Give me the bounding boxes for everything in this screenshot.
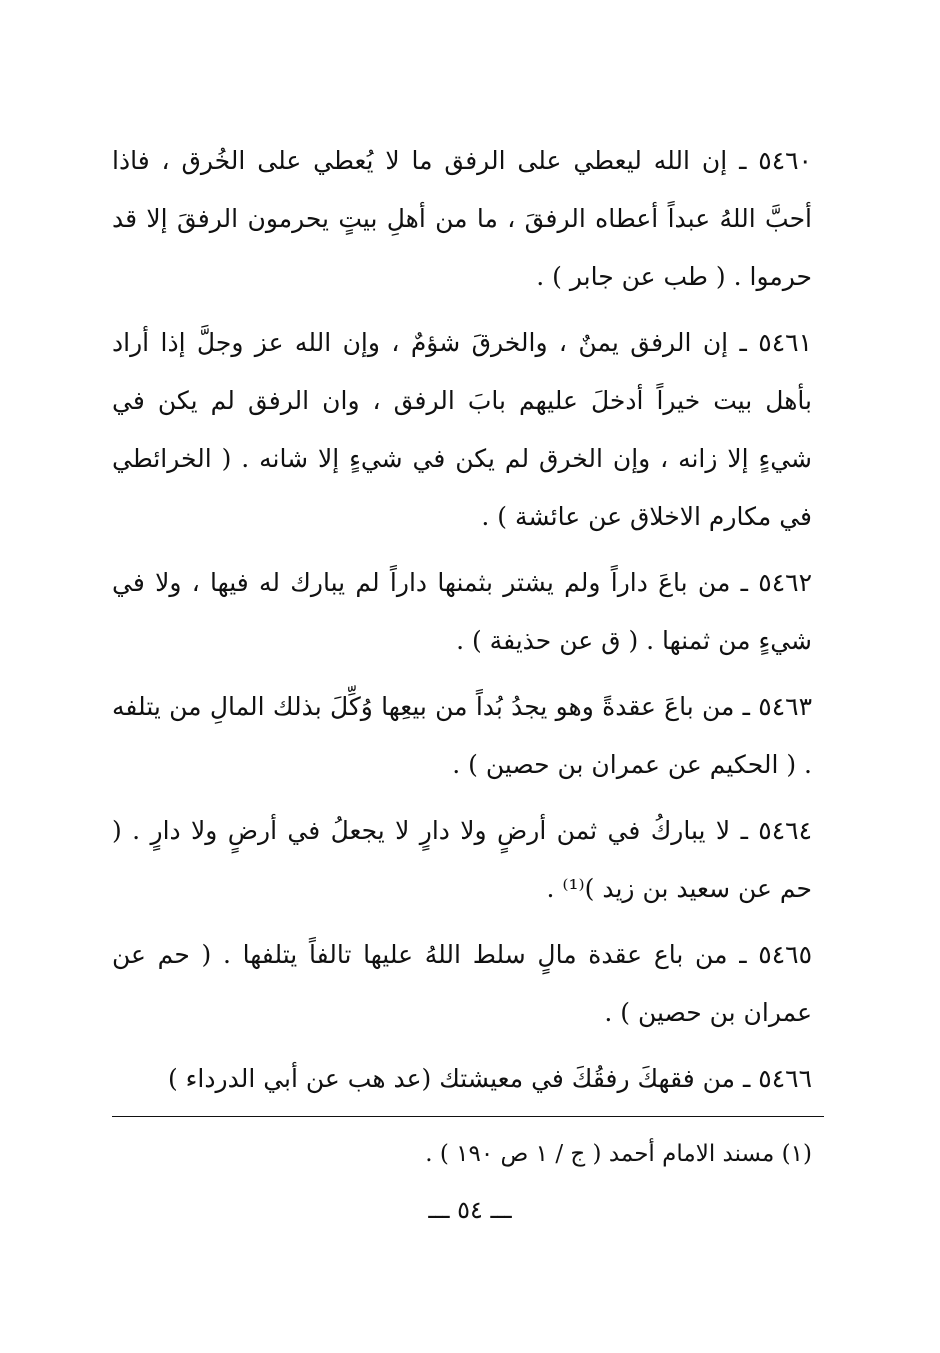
entry-5465	[112, 926, 812, 1042]
entry-text: من باعَ داراً ولم يشتر بثمنها داراً لم يبارك له فيها ، ولا في شيءٍ من ثمنها . ( ق عن حذيفة ) .	[112, 568, 812, 655]
page-number: ـــ ٥٤ ـــ	[428, 1196, 512, 1224]
entry-text: من باعَ عقدةً وهو يجدُ بُداً من بيعِها وُكِّلَ بذلك المالِ من يتلفه . ( الحكيم عن عمران بن حصين ) .	[112, 692, 812, 779]
entry-dash: ـ	[740, 568, 748, 597]
entry-text: لا يباركُ في ثمن أرضٍ ولا دارٍ لا يجعلُ في أرضٍ ولا دارٍ . ( حم عن سعيد بن زيد )⁽¹⁾ .	[112, 816, 812, 903]
entry-5461	[112, 314, 812, 546]
entry-number: ٥٤٦٣	[758, 692, 813, 721]
entry-number: ٥٤٦٥	[758, 940, 812, 969]
entry-dash: ـ	[742, 692, 750, 721]
entry-number: ٥٤٦٤	[758, 816, 813, 845]
entry-text: من فقهكَ رفقُكَ في معيشتك (عد هب عن أبي الدرداء )	[167, 1064, 736, 1093]
entry-5460	[112, 132, 812, 306]
entry-text: من باع عقدة مالٍ سلط اللهُ عليها تالفاً يتلفها . ( حم عن عمران بن حصين ) .	[112, 940, 812, 1027]
entry-text: إن الرفق يمنٌ ، والخرقَ شؤمٌ ، وإن الله عز وجلَّ إذا أراد بأهل بيت خيراً أدخلَ عليهم بابَ الرفق ، وان الرفق لم يكن في شيءٍ إلا زانه ، وإن الخرق لم يكن في شيءٍ إلا شانه . ( الخرائطي في مكارم الاخلاق عن عائشة ) .	[112, 328, 812, 531]
entry-number: ٥٤٦٢	[758, 568, 812, 597]
footnote-separator	[112, 1116, 824, 1117]
entry-dash: ـ	[739, 328, 747, 357]
entry-dash: ـ	[739, 146, 747, 175]
entry-5462	[112, 554, 812, 670]
entry-dash: ـ	[739, 940, 747, 969]
footnote: (١) مسند الامام أحمد ( ج / ١ ص ١٩٠ ) .	[425, 1141, 812, 1167]
entry-number: ٥٤٦٠	[758, 146, 812, 175]
entry-dash: ـ	[743, 1064, 751, 1093]
entry-number: ٥٤٦١	[758, 328, 812, 357]
entry-5466	[112, 1050, 812, 1108]
entry-number: ٥٤٦٦	[758, 1064, 812, 1093]
entry-5463	[112, 678, 812, 794]
entry-5464	[112, 802, 812, 918]
entry-text: إن الله ليعطي على الرفق ما لا يُعطي على الخُرق ، فاذا أحبَّ اللهُ عبداً أعطاه الرفقَ ، ما من أهلِ بيتٍ يحرمون الرفقَ إلا قد حرموا . ( طب عن جابر ) .	[112, 146, 812, 291]
entry-dash: ـ	[740, 816, 748, 845]
hadith-entries	[112, 132, 812, 1116]
